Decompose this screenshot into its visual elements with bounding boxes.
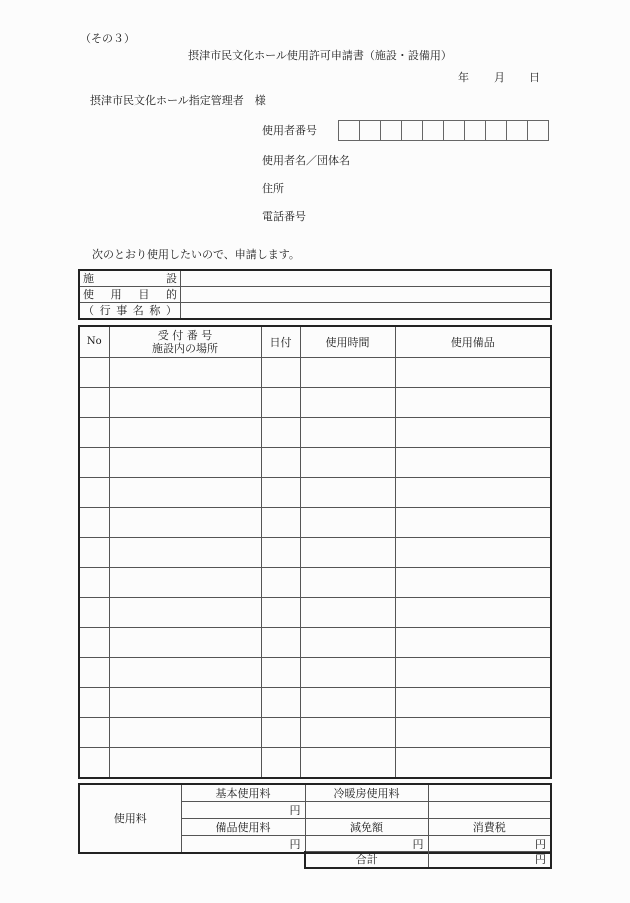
usage-table-header (79, 326, 551, 358)
cell-time[interactable] (300, 598, 395, 628)
cell-location[interactable] (109, 688, 261, 718)
cell-location[interactable] (109, 448, 261, 478)
cell-equipment[interactable] (395, 658, 551, 688)
consumption-tax-label: 消費税 (428, 819, 551, 836)
user-number-digit-box[interactable] (444, 121, 465, 140)
cell-equipment[interactable] (395, 538, 551, 568)
cell-location[interactable] (109, 508, 261, 538)
cell-time[interactable] (300, 628, 395, 658)
cell-no[interactable] (79, 718, 109, 748)
table-row (79, 748, 551, 779)
date-month-label: 月 (494, 71, 505, 84)
user-number-digit-box[interactable] (423, 121, 444, 140)
cell-location[interactable] (109, 658, 261, 688)
facility-row (79, 270, 551, 287)
cell-equipment[interactable] (395, 448, 551, 478)
purpose-label: 使 用 目 的 (79, 287, 181, 303)
cell-time[interactable] (300, 688, 395, 718)
table-row (79, 448, 551, 478)
total-label: 合計 (305, 852, 428, 869)
basic-fee-value[interactable]: 円 (181, 802, 305, 819)
user-number-digit-box[interactable] (381, 121, 402, 140)
cell-date[interactable] (261, 388, 300, 418)
header-date: 日付 (261, 326, 300, 358)
cell-time[interactable] (300, 478, 395, 508)
cell-date[interactable] (261, 598, 300, 628)
cell-date[interactable] (261, 418, 300, 448)
cell-date[interactable] (261, 448, 300, 478)
cell-time[interactable] (300, 748, 395, 779)
user-number-digit-box[interactable] (465, 121, 486, 140)
reduction-value[interactable]: 円 (305, 836, 428, 854)
cell-no[interactable] (79, 598, 109, 628)
basic-fee-label: 基本使用料 (181, 784, 305, 802)
fee-table (78, 783, 552, 854)
cell-no[interactable] (79, 628, 109, 658)
cell-date[interactable] (261, 538, 300, 568)
table-row (79, 628, 551, 658)
cell-location[interactable] (109, 718, 261, 748)
cell-equipment[interactable] (395, 508, 551, 538)
user-number-digit-box[interactable] (486, 121, 507, 140)
intro-text: 次のとおり使用したいので、申請します。 (92, 248, 300, 261)
user-name-label: 使用者名／団体名 (262, 154, 350, 167)
cell-equipment[interactable] (395, 688, 551, 718)
header-time: 使用時間 (300, 326, 395, 358)
cell-location[interactable] (109, 628, 261, 658)
cell-no[interactable] (79, 658, 109, 688)
cell-location[interactable] (109, 568, 261, 598)
cell-location[interactable] (109, 538, 261, 568)
blank-label-cell (428, 784, 551, 802)
cell-time[interactable] (300, 448, 395, 478)
cell-date[interactable] (261, 658, 300, 688)
table-row (79, 598, 551, 628)
cell-equipment[interactable] (395, 748, 551, 779)
cell-equipment[interactable] (395, 718, 551, 748)
header-no: No (79, 326, 109, 358)
cell-time[interactable] (300, 388, 395, 418)
table-row (79, 508, 551, 538)
facility-label: 施 設 (79, 270, 181, 287)
cell-equipment[interactable] (395, 598, 551, 628)
table-row (79, 718, 551, 748)
cell-time[interactable] (300, 418, 395, 448)
table-row (79, 418, 551, 448)
cell-time[interactable] (300, 358, 395, 388)
user-number-boxes[interactable] (338, 120, 549, 141)
event-name-label: （ 行 事 名 称 ） (79, 303, 181, 320)
phone-label: 電話番号 (262, 210, 306, 223)
cell-equipment[interactable] (395, 418, 551, 448)
user-number-digit-box[interactable] (339, 121, 360, 140)
cell-location[interactable] (109, 418, 261, 448)
document-title: 摂津市民文化ホール使用許可申請書（施設・設備用） (188, 49, 452, 62)
aircon-fee-value[interactable] (305, 802, 428, 819)
cell-no[interactable] (79, 418, 109, 448)
cell-no[interactable] (79, 688, 109, 718)
cell-location[interactable] (109, 388, 261, 418)
facility-value[interactable] (181, 270, 552, 287)
date-day-label: 日 (529, 71, 540, 84)
table-row (79, 478, 551, 508)
header-reception-location: 受 付 番 号 施設内の場所 (109, 326, 261, 358)
cell-equipment[interactable] (395, 628, 551, 658)
table-row (79, 388, 551, 418)
cell-equipment[interactable] (395, 388, 551, 418)
cell-no[interactable] (79, 388, 109, 418)
cell-no[interactable] (79, 508, 109, 538)
purpose-row (79, 287, 551, 303)
event-name-row (79, 303, 551, 320)
user-number-digit-box[interactable] (528, 121, 548, 140)
cell-location[interactable] (109, 358, 261, 388)
cell-equipment[interactable] (395, 358, 551, 388)
cell-no[interactable] (79, 538, 109, 568)
user-number-digit-box[interactable] (360, 121, 381, 140)
cell-date[interactable] (261, 508, 300, 538)
user-number-digit-box[interactable] (402, 121, 423, 140)
user-number-digit-box[interactable] (507, 121, 528, 140)
cell-time[interactable] (300, 568, 395, 598)
total-value[interactable]: 円 (428, 852, 551, 869)
cell-no[interactable] (79, 748, 109, 779)
reduction-label: 減免額 (305, 819, 428, 836)
table-row (79, 358, 551, 388)
cell-time[interactable] (300, 658, 395, 688)
cell-date[interactable] (261, 688, 300, 718)
table-row (79, 568, 551, 598)
aircon-fee-label: 冷暖房使用料 (305, 784, 428, 802)
cell-time[interactable] (300, 508, 395, 538)
cell-location[interactable] (109, 598, 261, 628)
addressee: 摂津市民文化ホール指定管理者 様 (90, 94, 266, 107)
cell-equipment[interactable] (395, 478, 551, 508)
cell-date[interactable] (261, 478, 300, 508)
cell-date[interactable] (261, 718, 300, 748)
cell-date[interactable] (261, 358, 300, 388)
cell-location[interactable] (109, 748, 261, 779)
cell-no[interactable] (79, 358, 109, 388)
usage-table (78, 325, 552, 779)
total-table (304, 851, 552, 869)
user-number-label: 使用者番号 (262, 124, 317, 137)
fee-label: 使用料 (79, 784, 181, 853)
table-row (79, 658, 551, 688)
table-row (79, 538, 551, 568)
equipment-fee-label: 備品使用料 (181, 819, 305, 836)
cell-no[interactable] (79, 568, 109, 598)
address-label: 住所 (262, 182, 284, 195)
equipment-fee-value[interactable]: 円 (181, 836, 305, 854)
cell-no[interactable] (79, 478, 109, 508)
form-number: （その３） (80, 32, 135, 45)
cell-date[interactable] (261, 748, 300, 779)
cell-date[interactable] (261, 628, 300, 658)
purpose-value[interactable] (181, 287, 552, 303)
consumption-tax-value[interactable]: 円 (428, 836, 551, 854)
event-name-value[interactable] (181, 303, 552, 320)
blank-value-cell[interactable] (428, 802, 551, 819)
cell-equipment[interactable] (395, 568, 551, 598)
cell-no[interactable] (79, 448, 109, 478)
cell-time[interactable] (300, 718, 395, 748)
table-row (79, 688, 551, 718)
header-equipment: 使用備品 (395, 326, 551, 358)
facility-table (78, 269, 552, 320)
cell-location[interactable] (109, 478, 261, 508)
cell-date[interactable] (261, 568, 300, 598)
date-year-label: 年 (458, 71, 469, 84)
cell-time[interactable] (300, 538, 395, 568)
